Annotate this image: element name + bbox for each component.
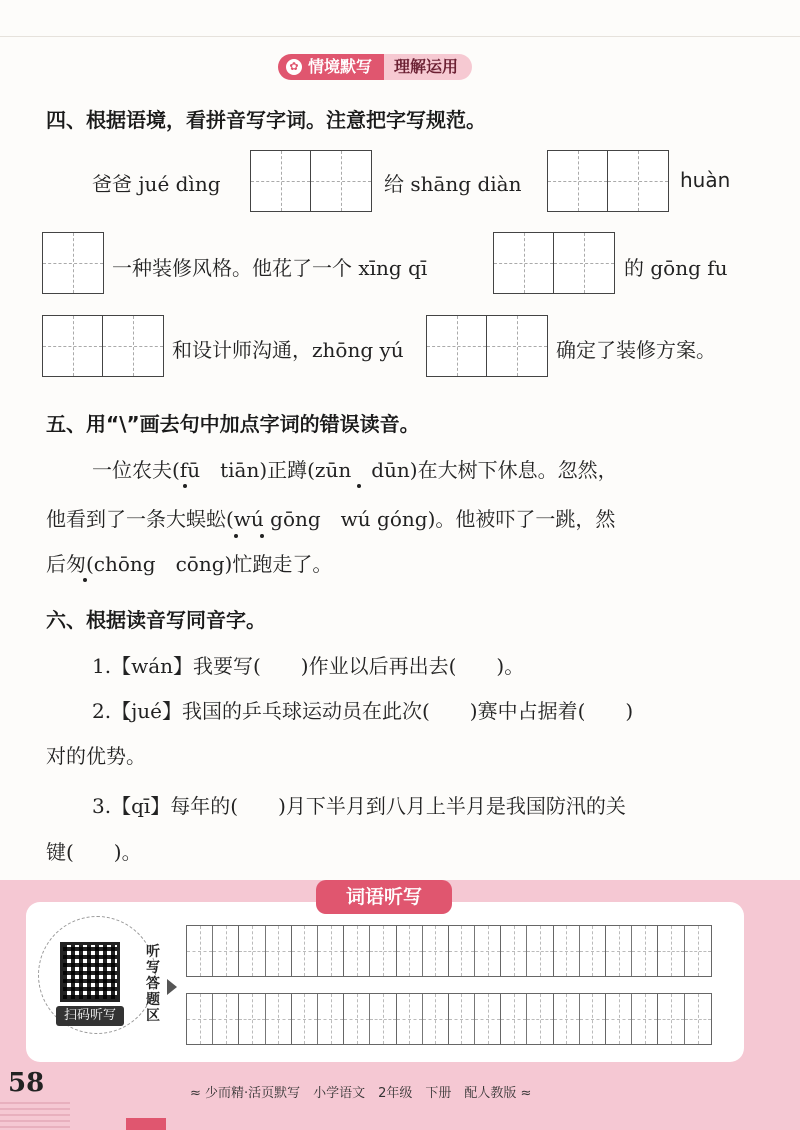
- s4-line3-text1: 和设计师沟通，zhōng yú: [172, 338, 404, 362]
- s4-line3-text2: 确定了装修方案。: [556, 338, 716, 362]
- emphasis-dot: [234, 534, 238, 538]
- dictation-tab: 词语听写: [316, 880, 452, 914]
- qr-label: 扫码听写: [56, 1006, 124, 1026]
- badge-left-label: 情境默写: [308, 57, 373, 76]
- s6-question2-line2: 对的优势。: [46, 744, 146, 768]
- emphasis-dot: [183, 484, 187, 488]
- emphasis-dot: [357, 484, 361, 488]
- s4-line2-text1: 一种装修风格。他花了一个 xīng qī: [112, 256, 428, 280]
- dictation-grid-row[interactable]: [186, 925, 712, 977]
- writing-box[interactable]: [426, 315, 548, 377]
- section-badge: [278, 54, 472, 80]
- s5-paragraph-line3: 后匆(chōng cōng)忙跑走了。: [46, 552, 333, 576]
- writing-box[interactable]: [493, 232, 615, 294]
- s4-line2-text2: 的 gōng fu: [624, 256, 728, 280]
- badge-right-label: 理解运用: [384, 54, 472, 80]
- s4-line1-text1: 爸爸 jué dìng: [92, 172, 221, 196]
- decorative-bar: [126, 1118, 166, 1130]
- s4-line1-text3: huàn: [680, 168, 731, 192]
- footer-text: ≈ 少而精·活页默写 小学语文 2年级 下册 配人教版 ≈: [190, 1086, 532, 1101]
- top-rule: [0, 36, 800, 37]
- emphasis-dot: [260, 534, 264, 538]
- page-number: 58: [8, 1068, 45, 1098]
- writing-box[interactable]: [42, 232, 104, 294]
- s6-question2-line1: 2.【jué】我国的乒乓球运动员在此次( )赛中占据着( ): [92, 699, 634, 723]
- section6-title: 六、根据读音写同音字。: [46, 608, 266, 632]
- section5-title: 五、用“\”画去句中加点字词的错误读音。: [46, 412, 420, 436]
- writing-box[interactable]: [42, 315, 164, 377]
- decorative-waves: [0, 1098, 70, 1128]
- arrow-right-icon: [167, 979, 177, 995]
- s6-question1: 1.【wán】我要写( )作业以后再出去( )。: [92, 654, 525, 678]
- s4-line1-text2: 给 shāng diàn: [384, 172, 522, 196]
- qr-code-icon[interactable]: [60, 942, 120, 1002]
- writing-box[interactable]: [547, 150, 669, 212]
- answer-area-label: 听写答题区: [146, 944, 160, 1024]
- s6-question3-line2: 键( )。: [46, 840, 142, 864]
- s5-paragraph-line1: 一位农夫(fū tiān)正蹲(zūn dūn)在大树下休息。忽然，: [92, 458, 618, 482]
- s5-paragraph-line2: 他看到了一条大蜈蚣(wú gōng wú góng)。他被吓了一跳，然: [46, 507, 616, 531]
- s6-question3-line1: 3.【qī】每年的( )月下半月到八月上半月是我国防汛的关: [92, 794, 626, 818]
- emphasis-dot: [83, 578, 87, 582]
- flower-icon: ✿: [286, 59, 302, 75]
- badge-left: [278, 54, 384, 80]
- writing-box[interactable]: [250, 150, 372, 212]
- section4-title: 四、根据语境，看拼音写字词。注意把字写规范。: [46, 108, 486, 132]
- dictation-grid-row[interactable]: [186, 993, 712, 1045]
